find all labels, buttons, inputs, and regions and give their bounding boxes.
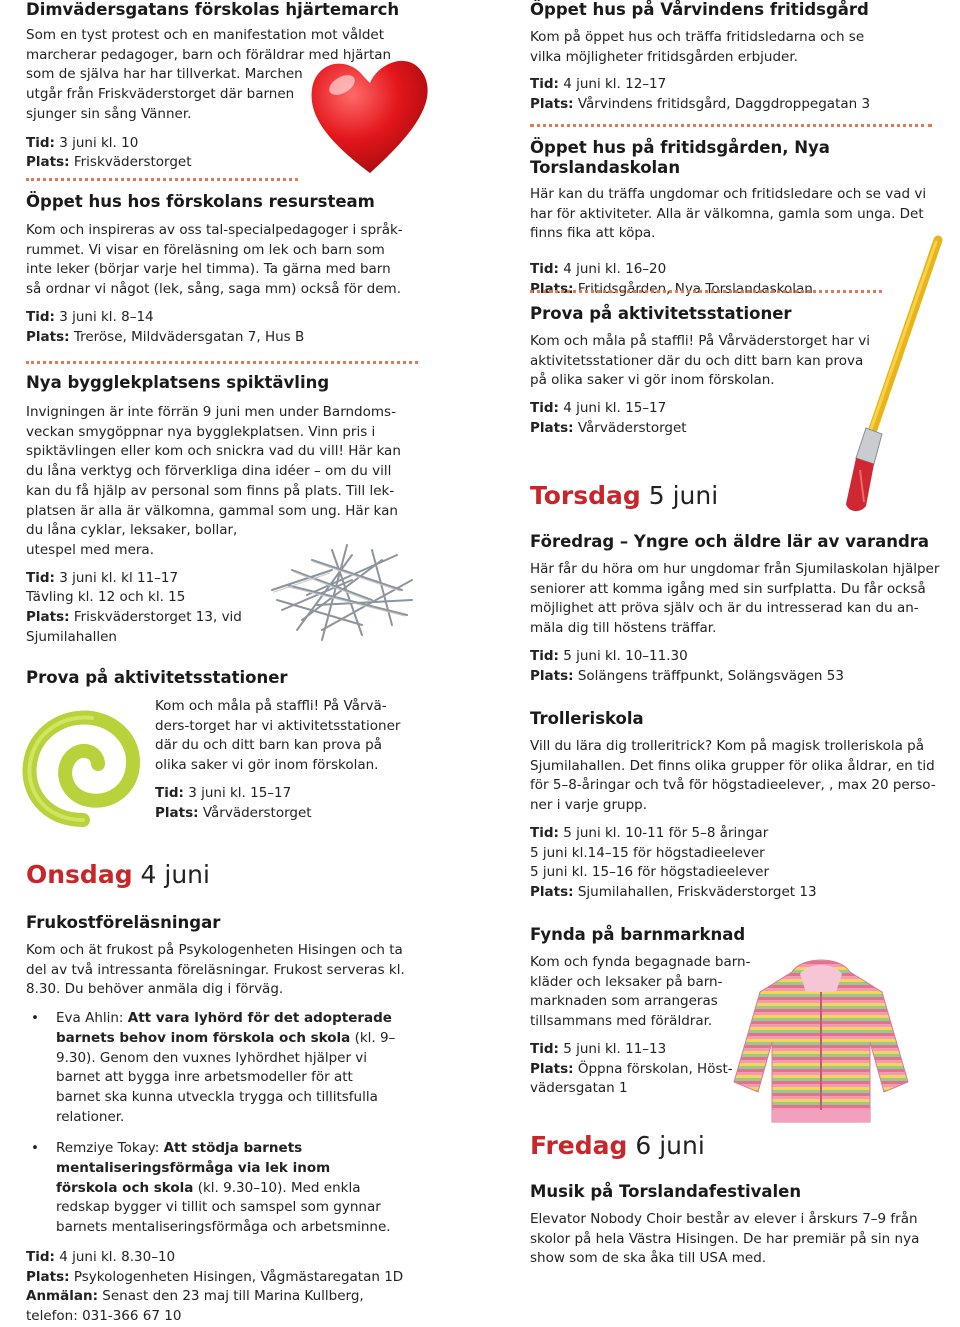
event-time	[26, 1248, 426, 1268]
event-place	[155, 804, 415, 824]
event-activity-thu	[530, 304, 870, 439]
text-line: show som de ska åka till USA med.	[530, 1250, 767, 1267]
event-title: Dimvädersgatans förskolas hjärtemarch	[26, 0, 400, 19]
place-label: Plats:	[530, 419, 574, 436]
place-value: Psykologenheten Hisingen, Vågmästaregatan 1D	[69, 1268, 404, 1285]
text-line: skolor på hela Västra Hisingen. De har premiär på sin nya	[530, 1230, 920, 1247]
event-activity-wed-body	[155, 697, 415, 823]
time-label: Tid:	[26, 1248, 55, 1265]
place-value: Vårväderstorget	[573, 419, 687, 436]
event-title: Fynda på barnmarknad	[530, 925, 746, 944]
event-description	[530, 953, 760, 1032]
time-value: 4 juni kl. 12–17	[558, 76, 667, 93]
text-line: Kom och fynda begagnade barn-	[530, 954, 751, 970]
signup-label: Anmälan:	[26, 1288, 98, 1305]
place-value: Vårvindens fritidsgård, Daggdroppegatan 3	[573, 96, 871, 113]
time-value: 5 juni kl. 10-11 för 5–8 åringar	[558, 824, 769, 841]
event-title: Musik på Torslandafestivalen	[530, 1182, 802, 1201]
time-label: Tid:	[530, 76, 559, 93]
time-label: Tid:	[530, 261, 559, 278]
signup-value: Senast den 23 maj till Marina Kullberg,	[97, 1288, 364, 1305]
lecture-list	[26, 1009, 396, 1238]
place-label: Plats:	[530, 280, 574, 297]
time-value-3: 5 juni kl. 15–16 för högstadieelever	[530, 864, 770, 881]
text-line: Kom och måla på staffli! På Vårvä-	[155, 698, 387, 714]
text-line: spiktävlingen eller kom och snickra vad du vill! Här kan	[26, 443, 401, 460]
event-place	[530, 95, 942, 115]
time-label: Tid:	[530, 1040, 559, 1057]
place-value: Sjumilahallen, Friskväderstorget 13	[573, 883, 817, 900]
place-value-cont: vädersgatan 1	[530, 1080, 628, 1097]
place-label: Plats:	[26, 1268, 70, 1285]
event-kids-market	[530, 925, 760, 1099]
event-title: Prova på aktivitetsstationer	[26, 668, 288, 687]
text-line: Som en tyst protest och en manifestation mot våldet	[26, 27, 385, 43]
text-line: du låna verktyg och förverkliga dina idéer – om du vill	[26, 463, 392, 480]
event-description	[530, 332, 870, 391]
event-activity-wed	[26, 668, 426, 688]
event-place	[530, 667, 942, 687]
day-name: Torsdag	[530, 481, 641, 510]
text-line: veckan smygöppnar nya bygglekplatsen. Vinn pris i	[26, 423, 376, 440]
text-line: ders-torget har vi aktivitetsstationer	[155, 717, 401, 734]
text-line: Vill du lära dig trolleritrick? Kom på magisk trolleriskola på	[530, 738, 925, 754]
text-line: 8.30. Du behöver anmäla dig i förväg.	[26, 981, 284, 998]
lecture-title: Att stödja barnets mentaliseringsförmåga via lek inom förskola och skola	[56, 1140, 331, 1196]
text-line: Här får du höra om hur ungdomar från Sjumilaskolan hjälper	[530, 561, 940, 577]
place-label: Plats:	[530, 96, 574, 113]
event-time	[26, 308, 426, 328]
text-line: Kom och måla på staffli! På Vårväderstorget har vi	[530, 333, 870, 349]
text-line: marknaden som arrangeras	[530, 993, 718, 1010]
heart-image	[300, 45, 440, 185]
day-name: Fredag	[530, 1131, 628, 1160]
place-label: Plats:	[26, 328, 70, 345]
text-line: där du och ditt barn kan prova på	[155, 737, 383, 754]
text-line: tillsammans med föräldrar.	[530, 1013, 713, 1030]
text-line: på olika saker vi gör inom förskolan.	[530, 372, 775, 389]
place-value-cont: Sjumilahallen	[26, 628, 117, 645]
time-label: Tid:	[530, 647, 559, 664]
text-line: så ordnar vi något (lek, sång, saga mm) också för dem.	[26, 281, 401, 298]
event-place	[530, 883, 942, 903]
time-value: 4 juni kl. 16–20	[558, 261, 667, 278]
event-place	[530, 1060, 760, 1080]
text-line: del av två intressanta föreläsningar. Frukost serveras kl.	[26, 961, 405, 978]
text-line: inte leker (börjar varje hel timma). Ta gärna med barn	[26, 261, 391, 278]
contest-times: Tävling kl. 12 och kl. 15	[26, 589, 186, 606]
day-heading-wednesday	[26, 860, 210, 890]
event-time	[155, 784, 415, 804]
time-value: 5 juni kl. 11–13	[558, 1040, 667, 1057]
text-line: kan du få hjälp av personal som finns på plats. Till lek-	[26, 482, 395, 499]
paint-swirl-image	[18, 702, 148, 832]
event-signup	[26, 1287, 426, 1307]
event-magic-school	[530, 709, 942, 903]
text-line: möjlighet att pröva själv och är du intresserad kan du an-	[530, 600, 919, 617]
event-place	[26, 328, 426, 348]
bullet: •	[31, 1010, 39, 1027]
event-title: Prova på aktivitetsstationer	[530, 304, 792, 323]
day-date: 4 juni	[132, 860, 210, 889]
text-line: som de själva har har tillverkat. Marchen	[26, 66, 303, 83]
event-description	[26, 941, 426, 1000]
text-line: utespel med mera.	[26, 541, 154, 558]
place-label: Plats:	[530, 883, 574, 900]
event-title: Trolleriskola	[530, 709, 644, 728]
lecture-description: (kl. 9.30–10). Med enkla redskap bygger vi tillit och samspel som gynnar barnets mentaliseringsförmåga och arbetsminne.	[56, 1179, 391, 1236]
event-time	[530, 1040, 760, 1060]
place-value: Vårväderstorget	[198, 804, 312, 821]
text-line: Kom på öppet hus och träffa fritidsledarna och se	[530, 29, 865, 45]
event-resource-team	[26, 192, 426, 347]
time-value: 3 juni kl. 15–17	[183, 784, 292, 801]
event-title: Föredrag – Yngre och äldre lär av varandra	[530, 532, 930, 551]
text-line: sjunger sin sång Vänner.	[26, 105, 192, 122]
text-line: Här kan du träffa ungdomar och fritidsledare och se vad vi	[530, 186, 927, 202]
event-place	[530, 419, 870, 439]
dotted-divider	[26, 178, 298, 181]
event-title: Frukostföreläsningar	[26, 913, 221, 932]
text-line: rummet. Vi visar en föreläsning om lek och barn som	[26, 241, 385, 258]
dotted-divider	[26, 361, 418, 364]
text-line: aktivitetsstationer där du och ditt barn kan prova	[530, 352, 864, 369]
place-value: Fritidsgården, Nya Torslandaskolan	[573, 280, 813, 297]
text-line: Kom och ät frukost på Psykologenheten Hisingen och ta	[26, 942, 403, 958]
event-title: Öppet hus hos förskolans resursteam	[26, 192, 375, 211]
lecture-title: Att vara lyhörd för det adopterade barnets behov inom förskola och skola	[56, 1010, 392, 1046]
time-label: Tid:	[530, 824, 559, 841]
event-title: Öppet hus på Vårvindens fritidsgård	[530, 0, 869, 19]
text-line: Kom och inspireras av oss tal-specialpedagoger i språk-	[26, 222, 403, 238]
day-name: Onsdag	[26, 860, 133, 889]
place-label: Plats:	[530, 667, 574, 684]
dotted-divider	[530, 124, 932, 127]
text-line: ner i varje grupp.	[530, 797, 648, 814]
time-value: 3 juni kl. kl 11–17	[54, 569, 179, 586]
speaker: Eva Ahlin:	[56, 1010, 128, 1027]
speaker: Remziye Tokay:	[56, 1140, 164, 1157]
time-label: Tid:	[26, 569, 55, 586]
time-value: 3 juni kl. 10	[54, 134, 139, 151]
lecture-item	[26, 1009, 396, 1127]
time-value: 4 juni kl. 15–17	[558, 400, 667, 417]
paintbrush-image	[820, 232, 950, 522]
day-heading-thursday	[530, 481, 718, 511]
day-heading-friday	[530, 1131, 705, 1161]
day-date: 6 juni	[627, 1131, 705, 1160]
striped-jacket-image	[732, 952, 910, 1127]
place-label: Plats:	[26, 154, 70, 171]
text-line: utgår från Friskväderstorget där barnen	[26, 86, 295, 103]
time-value: 3 juni kl. 8–14	[54, 308, 154, 325]
place-value: Treröse, Mildvädersgatan 7, Hus B	[69, 328, 305, 345]
text-line: finns fika att köpa.	[530, 225, 656, 242]
text-line: seniorer att komma igång med sin surfplatta. Du får också	[530, 580, 926, 597]
event-time	[530, 647, 942, 667]
day-date: 5 juni	[640, 481, 719, 510]
event-time	[530, 824, 942, 844]
event-time	[530, 399, 870, 419]
event-description	[530, 28, 942, 67]
place-value: Öppna förskolan, Höst-	[573, 1060, 733, 1077]
text-line: har för aktiviteter. Alla är välkomna, gamla som unga. Det	[530, 205, 924, 222]
place-label: Plats:	[155, 804, 199, 821]
event-open-varvind	[530, 0, 942, 115]
text-line: vilka möjligheter fritidsgården erbjuder.	[530, 48, 798, 65]
text-line: du låna cyklar, leksaker, bollar,	[26, 522, 238, 539]
event-description	[26, 221, 426, 300]
lecture-item	[26, 1139, 396, 1238]
event-description	[530, 1210, 942, 1269]
event-lecture-generations	[530, 532, 942, 686]
text-line: Elevator Nobody Choir består av elever i årskurs 7–9 från	[530, 1211, 918, 1227]
event-description	[530, 737, 942, 816]
place-value: Friskväderstorget 13, vid	[69, 609, 242, 626]
text-line: för 5–8-åringar och två för högstadieelever, , max 20 perso-	[530, 777, 936, 794]
signup-phone: telefon: 031-366 67 10	[26, 1307, 182, 1324]
event-title: Nya bygglekplatsens spiktävling	[26, 373, 330, 392]
text-line: kläder och leksaker på barn-	[530, 973, 723, 990]
place-value: Solängens träffpunkt, Solängsvägen 53	[573, 667, 844, 684]
event-place	[26, 1268, 426, 1288]
time-label: Tid:	[26, 134, 55, 151]
place-label: Plats:	[26, 609, 70, 626]
event-breakfast-lectures	[26, 913, 426, 1327]
time-value: 5 juni kl. 10–11.30	[558, 647, 688, 664]
text-line: platsen är alla är välkomna, gammal som ung. Här kan	[26, 502, 398, 519]
event-time	[530, 75, 942, 95]
place-label: Plats:	[530, 1060, 574, 1077]
time-value: 4 juni kl. 8.30–10	[54, 1248, 176, 1265]
time-label: Tid:	[26, 308, 55, 325]
nails-image	[262, 530, 422, 650]
event-title: Öppet hus på fritidsgården, Nya Torslandaskolan	[530, 138, 830, 177]
time-value-2: 5 juni kl.14–15 för högstadieelever	[530, 844, 765, 861]
event-music-festival	[530, 1182, 942, 1269]
bullet: •	[31, 1140, 39, 1157]
place-value: Friskväderstorget	[69, 154, 192, 171]
text-line: mäla dig till höstens träffar.	[530, 620, 717, 637]
text-line: olika saker vi gör inom förskolan.	[155, 757, 379, 774]
event-description	[530, 560, 942, 639]
lecture-description: (kl. 9–9.30). Genom den vuxnes lyhördhet hjälper vi barnet att bygga inre arbetsmodeller för att barnet ska kunna utveckla trygga och tillitsfulla relationer.	[56, 1029, 396, 1125]
text-line: Sjumilahallen. Det finns olika grupper för olika åldrar, en tid	[530, 757, 935, 774]
text-line: marcherar pedagoger, barn och föräldrar med hjärtan	[26, 46, 392, 63]
time-label: Tid:	[530, 400, 559, 417]
text-line: Invigningen är inte förrän 9 juni men under Barndoms-	[26, 404, 396, 420]
time-label: Tid:	[155, 784, 184, 801]
